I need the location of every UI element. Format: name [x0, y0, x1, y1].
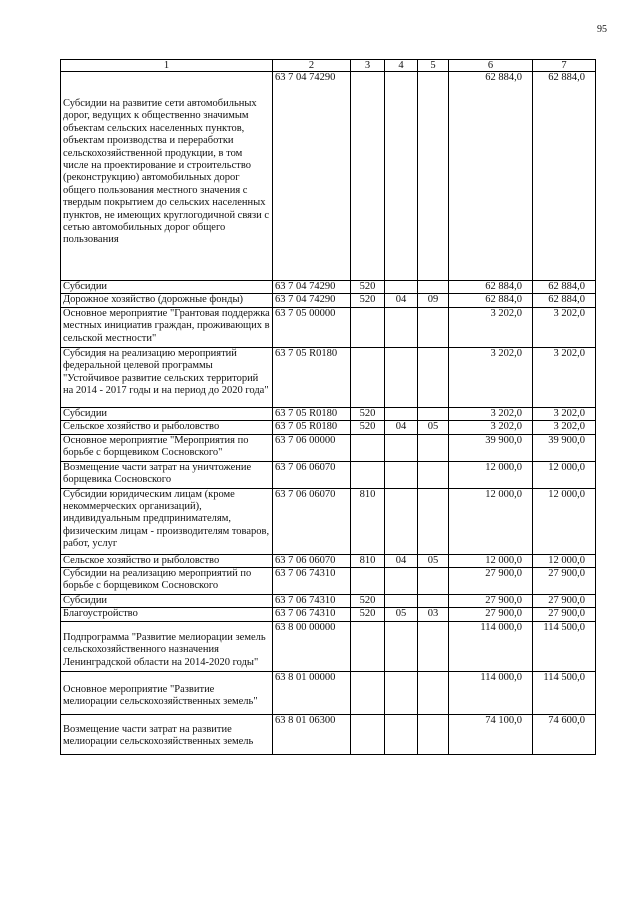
row-col-5 — [418, 347, 449, 407]
row-col-4 — [385, 72, 418, 281]
row-col-3: 520 — [351, 595, 385, 608]
row-col-5 — [418, 461, 449, 488]
row-code: 63 7 04 74290 — [273, 294, 351, 307]
row-col-4 — [385, 488, 418, 554]
row-col-4: 04 — [385, 294, 418, 307]
row-name: Сельское хозяйство и рыболовство — [61, 421, 273, 434]
table-row — [61, 281, 596, 294]
row-col-3: 520 — [351, 281, 385, 294]
row-col-5: 05 — [418, 421, 449, 434]
row-col-3 — [351, 461, 385, 488]
row-code: 63 8 00 00000 — [273, 621, 351, 671]
row-col-4 — [385, 461, 418, 488]
table-row — [61, 461, 596, 488]
row-code: 63 7 05 R0180 — [273, 421, 351, 434]
row-value-7: 3 202,0 — [533, 421, 596, 434]
row-col-4: 04 — [385, 554, 418, 567]
table-row — [61, 714, 596, 754]
row-value-6: 114 000,0 — [449, 671, 533, 714]
row-col-4 — [385, 621, 418, 671]
table-row — [61, 671, 596, 714]
row-name: Основное мероприятие "Грантовая поддержка местных инициатив граждан, проживающих в сельской местности" — [61, 307, 273, 347]
row-value-6: 3 202,0 — [449, 347, 533, 407]
row-value-6: 12 000,0 — [449, 488, 533, 554]
row-name: Субсидии на реализацию мероприятий по борьбе с борщевиком Сосновского — [61, 568, 273, 595]
row-name: Дорожное хозяйство (дорожные фонды) — [61, 294, 273, 307]
row-value-7: 3 202,0 — [533, 307, 596, 347]
table-row — [61, 621, 596, 671]
row-col-4: 04 — [385, 421, 418, 434]
row-col-3 — [351, 434, 385, 461]
row-name: Субсидии — [61, 407, 273, 420]
row-col-3 — [351, 621, 385, 671]
row-value-7: 3 202,0 — [533, 407, 596, 420]
row-col-3: 520 — [351, 421, 385, 434]
row-code: 63 7 06 06070 — [273, 461, 351, 488]
row-col-4 — [385, 671, 418, 714]
row-value-7: 62 884,0 — [533, 294, 596, 307]
row-col-5 — [418, 671, 449, 714]
row-col-3 — [351, 671, 385, 714]
row-name: Субсидии на развитие сети автомобильных дорог, ведущих к общественно значимым объектам сельских населенных пунктов, объектам производства и переработки сельскохозяйственной продукции, в том числе на проектирование и строительство (реконструкцию) автомобильных дорог общего пользования местного значения с твердым покрытием до сельских населенных пунктов, не имеющих круглогодичной связи с сетью автомобильных дорог общего пользования — [61, 72, 273, 281]
row-col-5 — [418, 488, 449, 554]
row-col-3: 520 — [351, 608, 385, 621]
row-col-5 — [418, 714, 449, 754]
row-value-6: 27 900,0 — [449, 608, 533, 621]
row-value-7: 62 884,0 — [533, 281, 596, 294]
column-header: 7 — [533, 60, 596, 72]
row-col-4: 05 — [385, 608, 418, 621]
table-row — [61, 307, 596, 347]
column-header: 4 — [385, 60, 418, 72]
row-col-3: 520 — [351, 407, 385, 420]
row-col-3 — [351, 72, 385, 281]
row-value-7: 27 900,0 — [533, 608, 596, 621]
row-value-6: 74 100,0 — [449, 714, 533, 754]
row-value-7: 74 600,0 — [533, 714, 596, 754]
row-col-3 — [351, 568, 385, 595]
row-col-3: 810 — [351, 488, 385, 554]
row-value-6: 27 900,0 — [449, 595, 533, 608]
row-col-5: 09 — [418, 294, 449, 307]
row-value-7: 12 000,0 — [533, 488, 596, 554]
row-code: 63 7 05 R0180 — [273, 407, 351, 420]
row-col-5 — [418, 621, 449, 671]
row-value-6: 114 000,0 — [449, 621, 533, 671]
table-row — [61, 407, 596, 420]
row-col-5: 05 — [418, 554, 449, 567]
row-col-5 — [418, 407, 449, 420]
row-name: Субсидии — [61, 595, 273, 608]
table-row — [61, 294, 596, 307]
row-code: 63 7 06 74310 — [273, 595, 351, 608]
row-name: Возмещение части затрат на развитие мелиорации сельскохозяйственных земель — [61, 714, 273, 754]
row-value-7: 62 884,0 — [533, 72, 596, 281]
row-code: 63 7 06 06070 — [273, 554, 351, 567]
row-name: Субсидии юридическим лицам (кроме некоммерческих организаций), индивидуальным предпринимателям, физическим лицам - производителям товаров, работ, услуг — [61, 488, 273, 554]
row-value-6: 62 884,0 — [449, 294, 533, 307]
row-name: Сельское хозяйство и рыболовство — [61, 554, 273, 567]
row-name: Благоустройство — [61, 608, 273, 621]
row-value-7: 114 500,0 — [533, 621, 596, 671]
row-code: 63 7 04 74290 — [273, 281, 351, 294]
row-value-6: 12 000,0 — [449, 554, 533, 567]
row-code: 63 8 01 06300 — [273, 714, 351, 754]
row-value-6: 27 900,0 — [449, 568, 533, 595]
header-row — [61, 60, 596, 72]
row-value-6: 62 884,0 — [449, 281, 533, 294]
column-header: 5 — [418, 60, 449, 72]
row-value-6: 3 202,0 — [449, 407, 533, 420]
row-value-7: 3 202,0 — [533, 347, 596, 407]
row-col-3 — [351, 347, 385, 407]
row-col-5 — [418, 434, 449, 461]
table-row — [61, 347, 596, 407]
table-row — [61, 421, 596, 434]
row-value-6: 12 000,0 — [449, 461, 533, 488]
row-col-3 — [351, 307, 385, 347]
row-col-4 — [385, 281, 418, 294]
row-col-4 — [385, 714, 418, 754]
row-code: 63 7 06 74310 — [273, 568, 351, 595]
table-row — [61, 488, 596, 554]
row-value-7: 12 000,0 — [533, 554, 596, 567]
row-name: Субсидии — [61, 281, 273, 294]
row-col-5 — [418, 307, 449, 347]
table-row — [61, 72, 596, 281]
row-col-4 — [385, 407, 418, 420]
row-code: 63 7 06 00000 — [273, 434, 351, 461]
row-col-4 — [385, 568, 418, 595]
row-name: Основное мероприятие "Мероприятия по борьбе с борщевиком Сосновского" — [61, 434, 273, 461]
row-col-3 — [351, 714, 385, 754]
column-header: 1 — [61, 60, 273, 72]
table-row — [61, 568, 596, 595]
row-col-5: 03 — [418, 608, 449, 621]
column-header: 2 — [273, 60, 351, 72]
row-value-6: 39 900,0 — [449, 434, 533, 461]
row-col-3: 520 — [351, 294, 385, 307]
row-col-5 — [418, 568, 449, 595]
row-name: Субсидия на реализацию мероприятий федеральной целевой программы "Устойчивое развитие сельских территорий на 2014 - 2017 годы и на период до 2020 года" — [61, 347, 273, 407]
row-code: 63 7 06 74310 — [273, 608, 351, 621]
budget-table — [60, 59, 596, 755]
row-name: Основное мероприятие "Развитие мелиорации сельскохозяйственных земель" — [61, 671, 273, 714]
row-name: Возмещение части затрат на уничтожение борщевика Сосновского — [61, 461, 273, 488]
row-col-5 — [418, 281, 449, 294]
row-code: 63 7 05 00000 — [273, 307, 351, 347]
column-header: 6 — [449, 60, 533, 72]
row-code: 63 7 04 74290 — [273, 72, 351, 281]
row-col-5 — [418, 595, 449, 608]
row-code: 63 8 01 00000 — [273, 671, 351, 714]
table-row — [61, 595, 596, 608]
row-col-4 — [385, 347, 418, 407]
row-col-3: 810 — [351, 554, 385, 567]
row-value-7: 12 000,0 — [533, 461, 596, 488]
row-col-4 — [385, 434, 418, 461]
row-col-5 — [418, 72, 449, 281]
row-name: Подпрограмма "Развитие мелиорации земель сельскохозяйственного назначения Ленинградской области на 2014-2020 годы" — [61, 621, 273, 671]
row-value-7: 27 900,0 — [533, 595, 596, 608]
row-value-6: 3 202,0 — [449, 421, 533, 434]
row-value-7: 39 900,0 — [533, 434, 596, 461]
row-col-4 — [385, 595, 418, 608]
page-number: 95 — [597, 24, 607, 35]
row-code: 63 7 06 06070 — [273, 488, 351, 554]
row-value-7: 114 500,0 — [533, 671, 596, 714]
row-col-4 — [385, 307, 418, 347]
row-code: 63 7 05 R0180 — [273, 347, 351, 407]
column-header: 3 — [351, 60, 385, 72]
row-value-6: 62 884,0 — [449, 72, 533, 281]
row-value-7: 27 900,0 — [533, 568, 596, 595]
row-value-6: 3 202,0 — [449, 307, 533, 347]
table-row — [61, 554, 596, 567]
table-row — [61, 608, 596, 621]
table-row — [61, 434, 596, 461]
